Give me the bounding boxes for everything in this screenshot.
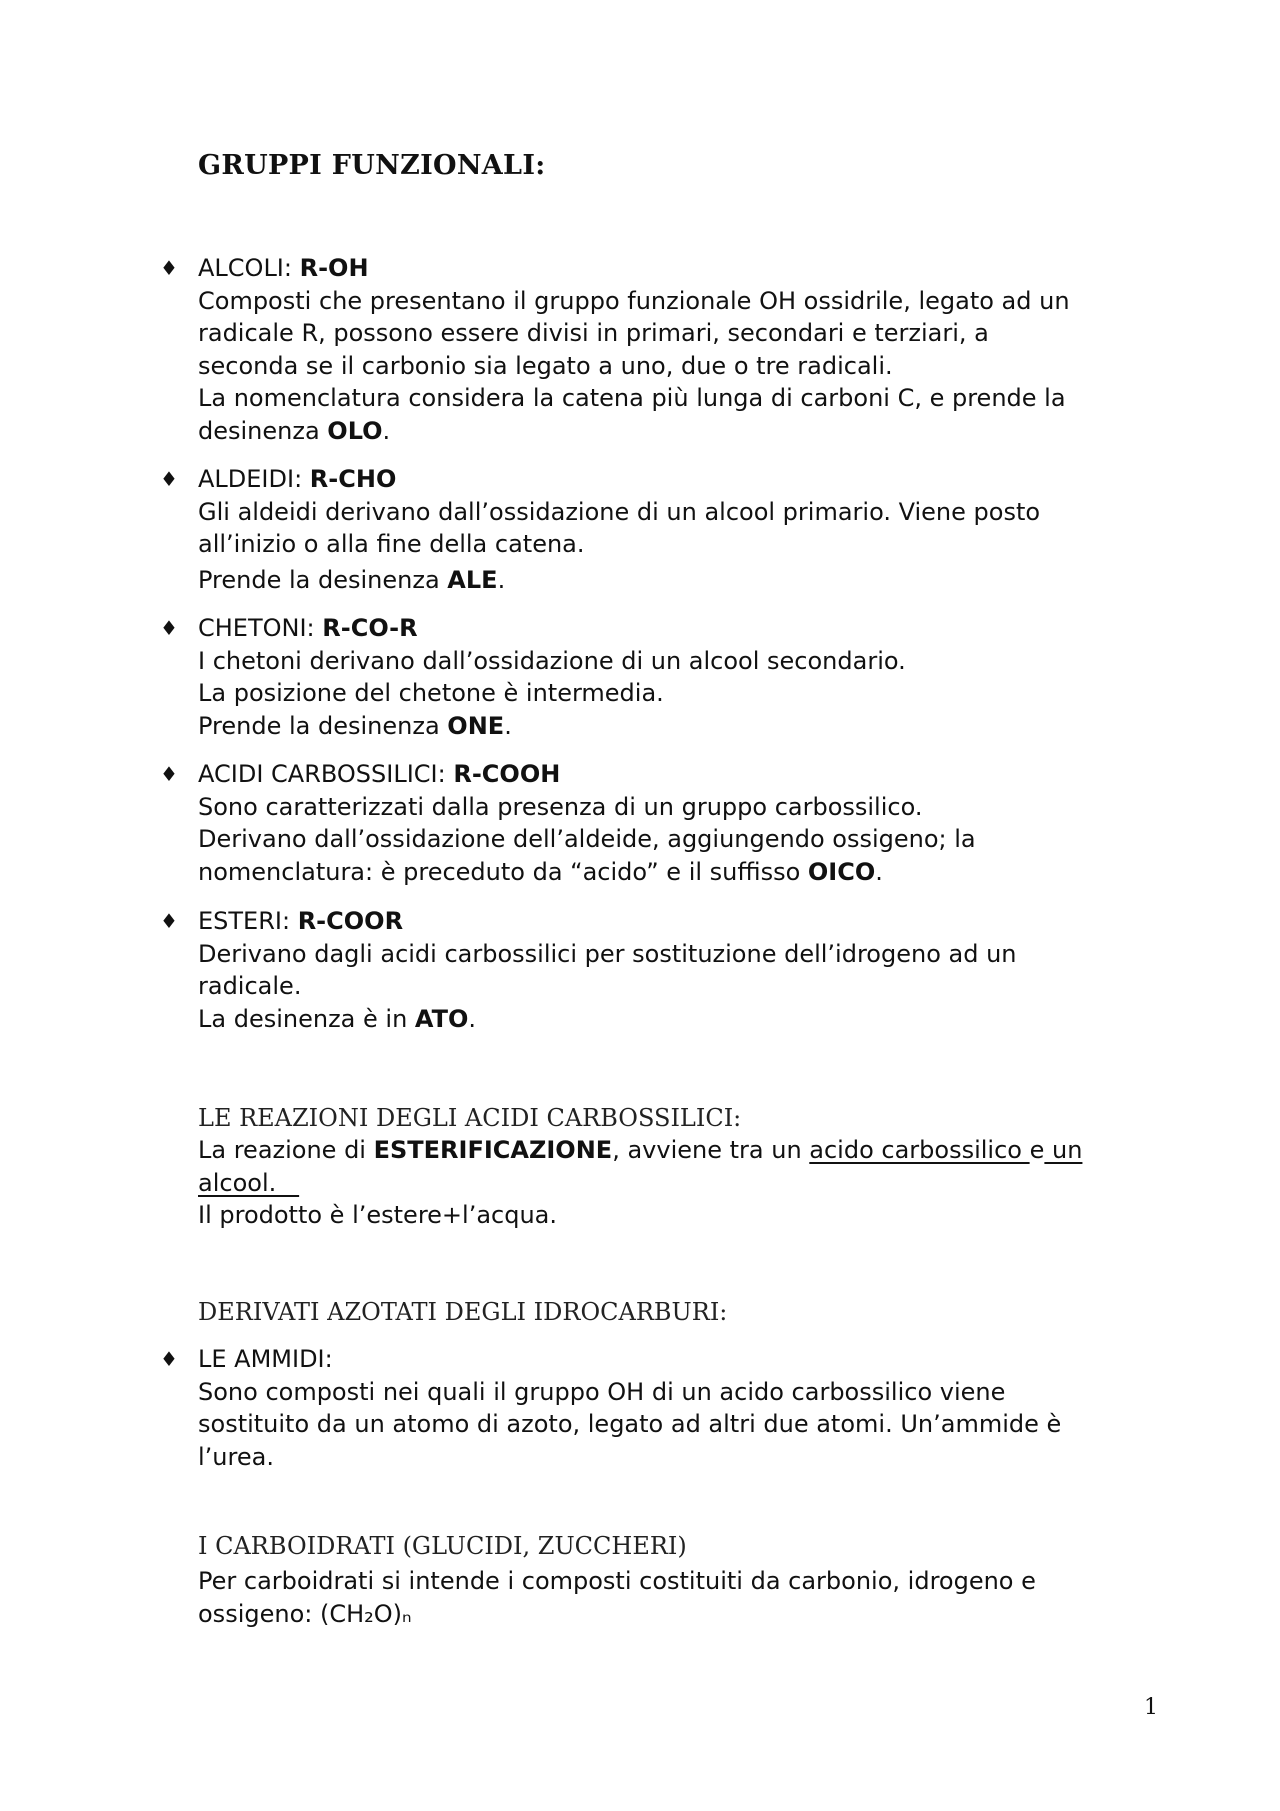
suffix-pre: desinenza <box>198 416 328 445</box>
diamond-bullet-icon: ♦ <box>160 1347 178 1371</box>
list-item-aldeidi <box>160 463 1178 596</box>
suffix-pre: Prende la desinenza <box>198 565 448 594</box>
item-text-line: Composti che presentano il gruppo funzionale OH ossidrile, legato ad un <box>198 286 1070 315</box>
item-text-line: sostituito da un atomo di azoto, legato ad altri due atomi. Un’ammide è <box>198 1410 1062 1438</box>
text-line: Per carboidrati si intende i composti costituiti da carbonio, idrogeno e <box>198 1567 1036 1595</box>
carbs-paragraph <box>198 1565 1178 1630</box>
suffix-bold: ATO <box>414 1004 469 1033</box>
diamond-bullet-icon: ♦ <box>160 256 178 280</box>
item-label: ACIDI CARBOSSILICI: <box>198 760 454 788</box>
list-item-esteri <box>160 905 1178 1035</box>
item-text-line: Derivano dall’ossidazione dell’aldeide, aggiungendo ossigeno; la <box>198 825 976 853</box>
item-formula: R-COOR <box>297 907 404 935</box>
suffix-bold: OLO <box>327 416 383 445</box>
page-number: 1 <box>1144 1695 1158 1720</box>
section-heading-derivati-azotati: DERIVATI AZOTATI DEGLI IDROCARBURI: <box>198 1298 728 1326</box>
item-text-line: radicale. <box>198 972 302 1000</box>
bold-term: ESTERIFICAZIONE <box>373 1136 613 1164</box>
item-text-line: Gli aldeidi derivano dall’ossidazione di un alcool primario. Viene posto <box>198 497 1041 526</box>
list-item-chetoni <box>160 612 1178 742</box>
text-span: La reazione di <box>198 1136 374 1164</box>
diamond-bullet-icon: ♦ <box>160 616 178 640</box>
list-item-alcoli <box>160 252 1178 447</box>
suffix-post: . <box>497 565 506 594</box>
item-text-line: l’urea. <box>198 1442 274 1471</box>
reactions-paragraph <box>198 1134 1178 1232</box>
suffix-pre: La desinenza è in <box>198 1004 415 1033</box>
list-item-acidi-carbossilici <box>160 758 1178 888</box>
suffix-post: . <box>468 1004 477 1033</box>
suffix-post: . <box>875 857 883 886</box>
suffix-bold: ALE <box>447 565 498 594</box>
text-span: e <box>1029 1136 1045 1164</box>
underlined-term: acido carbossilico <box>809 1136 1030 1164</box>
item-formula: R-OH <box>299 254 369 282</box>
item-label: ALDEIDI: <box>198 465 310 493</box>
suffix-pre: nomenclatura: è preceduto da “acido” e il suffisso <box>198 857 808 886</box>
item-text-line: radicale R, possono essere divisi in primari, secondari e terziari, a <box>198 319 989 347</box>
diamond-bullet-icon: ♦ <box>160 909 178 933</box>
item-text-line: La nomenclatura considera la catena più lunga di carboni C, e prende la <box>198 384 1066 412</box>
suffix-post: . <box>504 711 512 740</box>
page-title: GRUPPI FUNZIONALI: <box>198 150 546 181</box>
item-label: ESTERI: <box>198 907 298 935</box>
section-heading-reazioni: LE REAZIONI DEGLI ACIDI CARBOSSILICI: <box>198 1104 742 1132</box>
suffix-pre: Prende la desinenza <box>198 711 448 740</box>
underlined-term: alcool. <box>198 1168 300 1197</box>
underlined-term: un <box>1044 1136 1083 1164</box>
list-item-ammidi <box>160 1343 1178 1473</box>
item-formula: R-COOH <box>453 760 561 788</box>
item-text-line: Derivano dagli acidi carbossilici per sostituzione dell’idrogeno ad un <box>198 939 1017 968</box>
item-label: ALCOLI: <box>198 254 300 282</box>
item-text-line: Sono composti nei quali il gruppo OH di un acido carbossilico viene <box>198 1377 1006 1406</box>
item-label: LE AMMIDI: <box>198 1345 333 1373</box>
item-text-line: La posizione del chetone è intermedia. <box>198 679 664 707</box>
section-heading-carboidrati: I CARBOIDRATI (GLUCIDI, ZUCCHERI) <box>198 1532 687 1560</box>
diamond-bullet-icon: ♦ <box>160 762 178 786</box>
item-text-line: Sono caratterizzati dalla presenza di un gruppo carbossilico. <box>198 792 923 821</box>
item-text-line: all’inizio o alla fine della catena. <box>198 530 585 558</box>
item-formula: R-CHO <box>309 465 397 493</box>
item-formula: R-CO-R <box>322 614 418 642</box>
text-span: , avviene tra un <box>612 1136 810 1164</box>
item-text-line: I chetoni derivano dall’ossidazione di un alcool secondario. <box>198 646 906 675</box>
diamond-bullet-icon: ♦ <box>160 467 178 491</box>
suffix-bold: OICO <box>807 857 876 886</box>
suffix-bold: ONE <box>447 711 505 740</box>
text-line: ossigeno: (CH₂O)ₙ <box>198 1599 412 1628</box>
item-label: CHETONI: <box>198 614 323 642</box>
text-line: Il prodotto è l’estere+l’acqua. <box>198 1201 558 1229</box>
item-text-line: seconda se il carbonio sia legato a uno, due o tre radicali. <box>198 351 893 380</box>
suffix-post: . <box>382 416 391 445</box>
